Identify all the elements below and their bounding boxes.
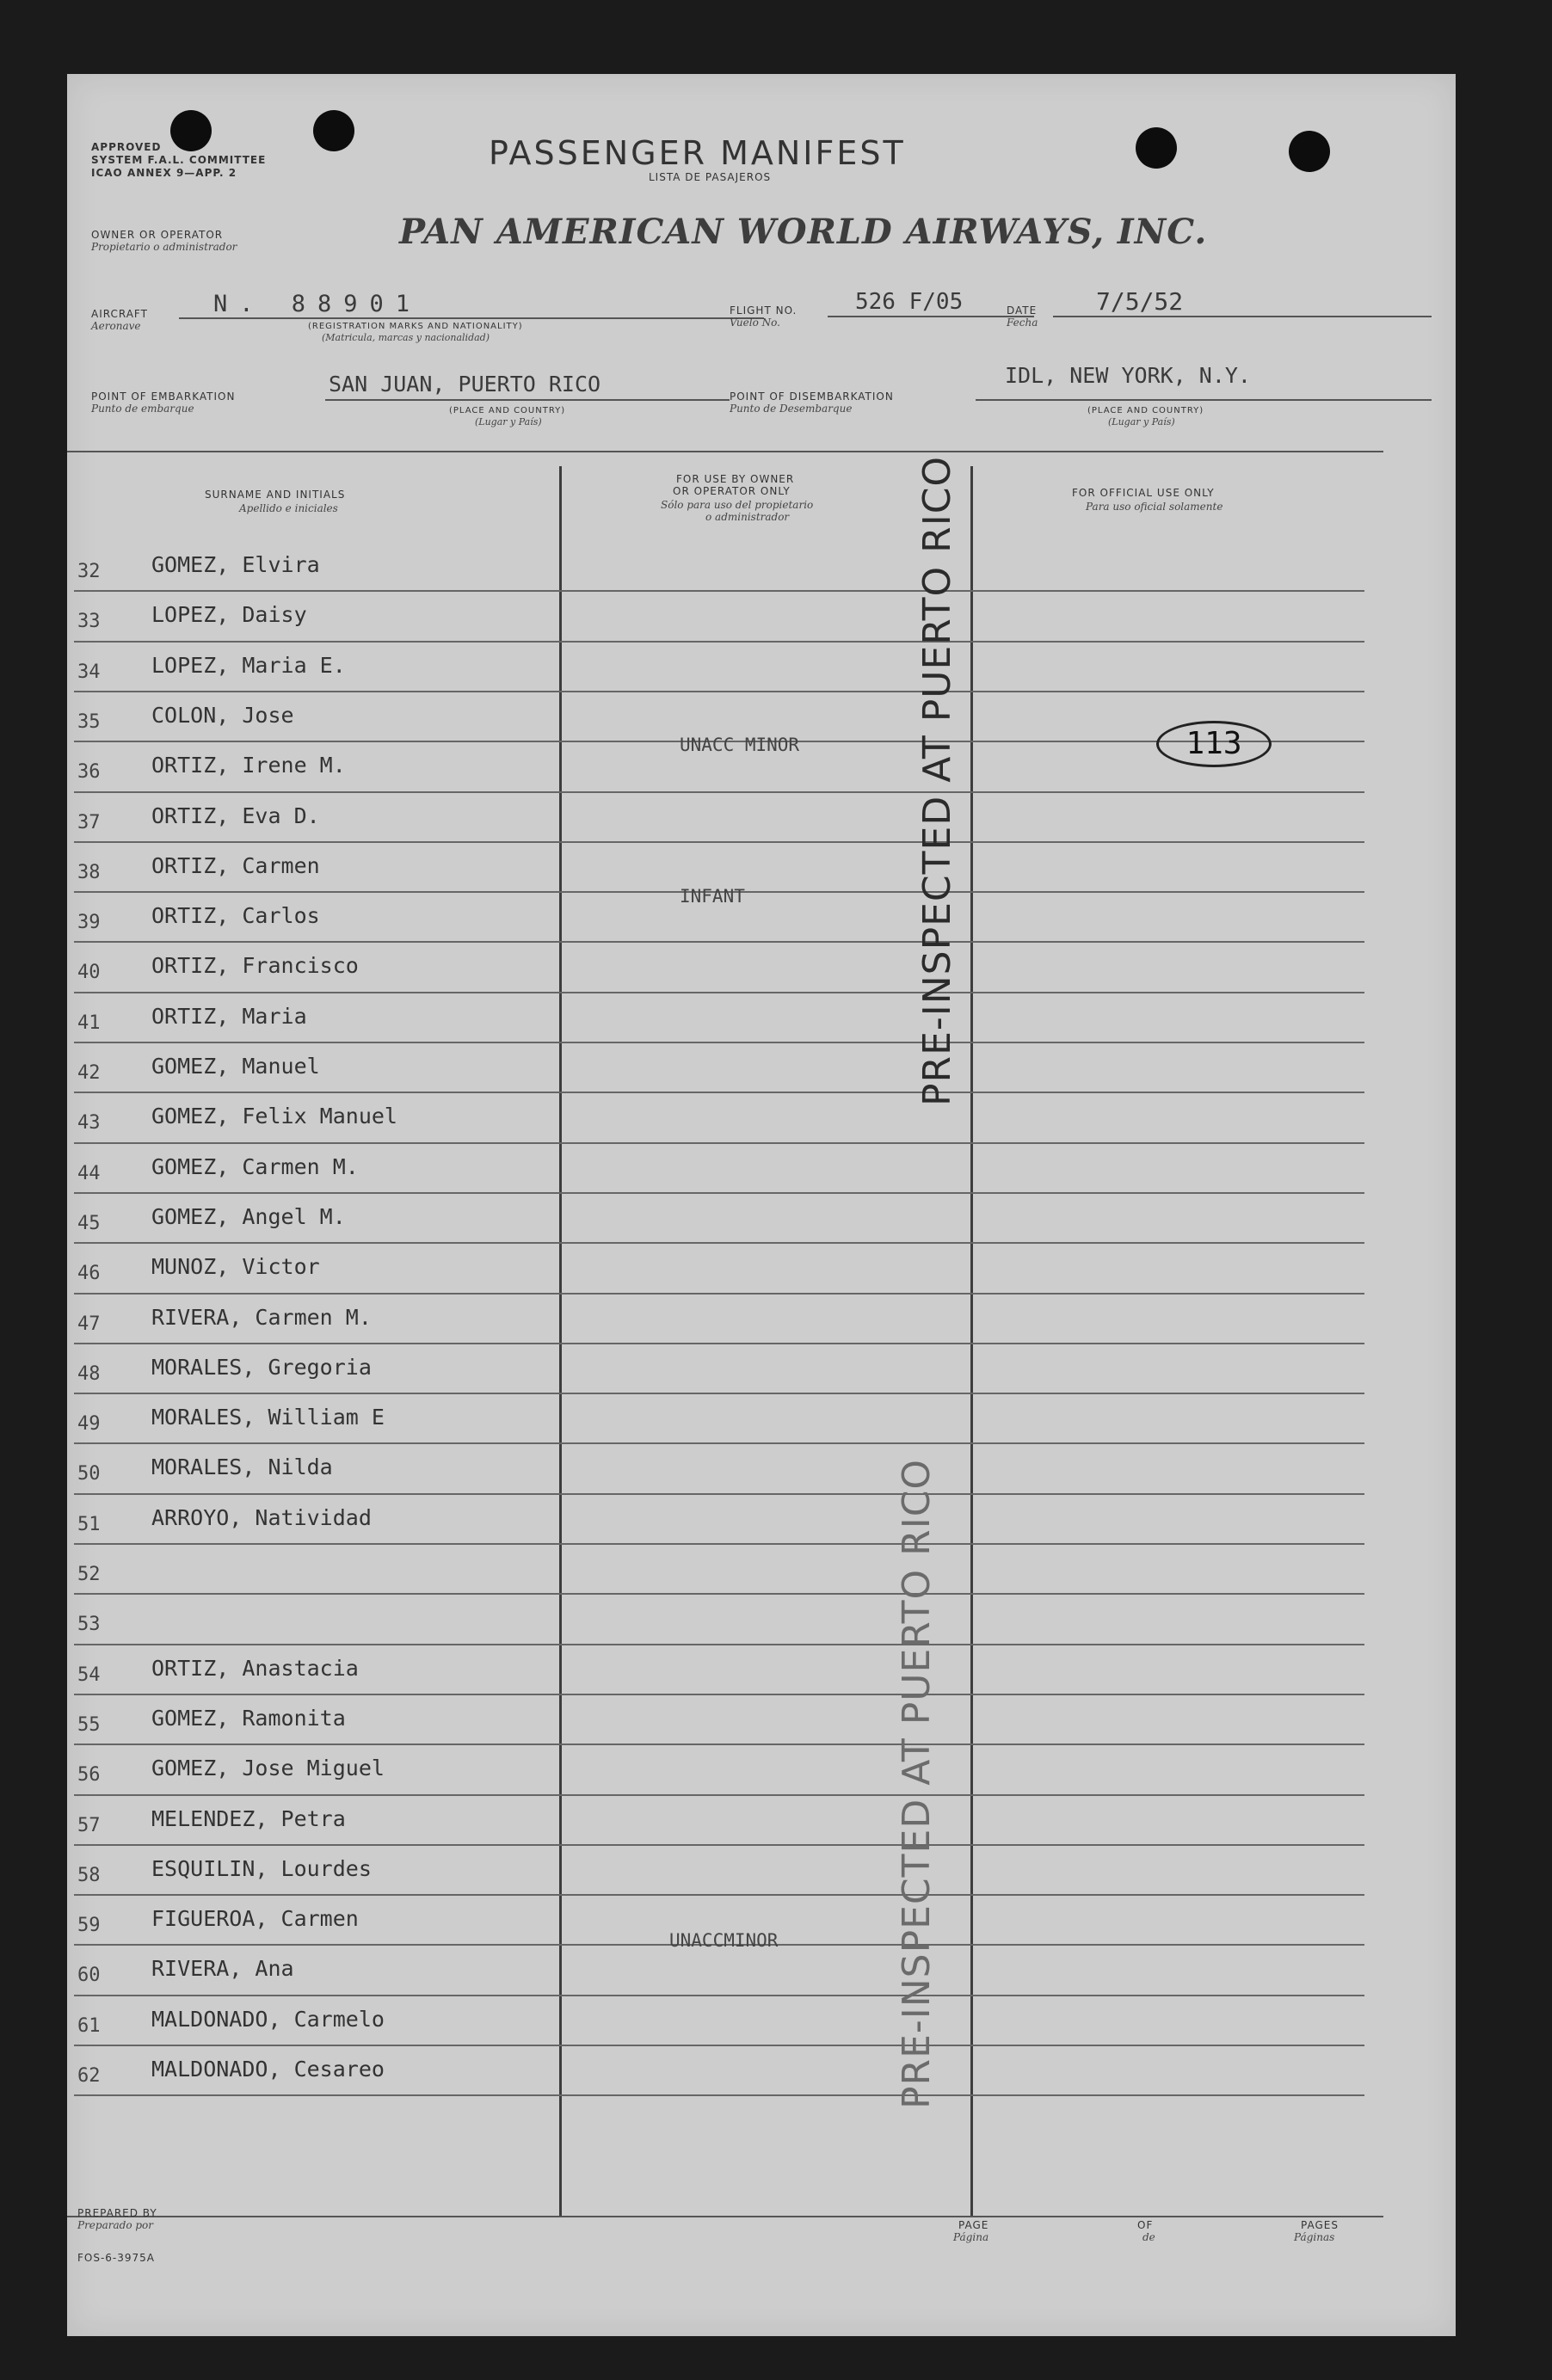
disembark-place-label-es: (Lugar y País) xyxy=(1108,416,1175,427)
col-surname-header: SURNAME AND INITIALS xyxy=(205,489,346,501)
row-number: 62 xyxy=(77,2065,101,2087)
row-rule xyxy=(74,992,1364,993)
row-number: 40 xyxy=(77,962,101,984)
row-rule xyxy=(74,1442,1364,1444)
row-rule xyxy=(74,1995,1364,1996)
passenger-name: GOMEZ, Manuel xyxy=(151,1054,320,1079)
row-rule xyxy=(74,1343,1364,1344)
page-label: PAGE xyxy=(958,2219,989,2231)
punch-hole-right-2 xyxy=(1289,131,1330,172)
form-number: FOS-6-3975A xyxy=(77,2252,156,2264)
row-number: 45 xyxy=(77,1212,101,1234)
passenger-name: GOMEZ, Ramonita xyxy=(151,1705,346,1731)
row-rule xyxy=(74,1192,1364,1194)
row-rule xyxy=(74,1092,1364,1093)
passenger-name: ESQUILIN, Lourdes xyxy=(151,1855,372,1881)
row-number: 54 xyxy=(77,1664,101,1686)
row-rule xyxy=(74,1743,1364,1745)
owner-label: OWNER OR OPERATOR xyxy=(91,229,224,241)
pages-label-es: Páginas xyxy=(1294,2231,1335,2243)
note-infant: INFANT xyxy=(680,886,745,907)
row-number: 41 xyxy=(77,1012,101,1034)
passenger-name: RIVERA, Carmen M. xyxy=(151,1304,372,1330)
row-number: 61 xyxy=(77,2014,101,2037)
passenger-name: GOMEZ, Elvira xyxy=(151,552,320,577)
pages-label: PAGES xyxy=(1301,2219,1339,2231)
row-rule xyxy=(74,1242,1364,1244)
aircraft-label: AIRCRAFT xyxy=(91,308,148,320)
row-number: 57 xyxy=(77,1814,101,1836)
row-rule xyxy=(74,1694,1364,1695)
flight-value: 526 F/05 xyxy=(855,289,964,315)
col-owner-header-es-2: o administrador xyxy=(705,511,790,523)
passenger-name: GOMEZ, Angel M. xyxy=(151,1203,346,1229)
of-label-es: de xyxy=(1142,2231,1155,2243)
col-owner-header-1: FOR USE BY OWNER xyxy=(676,473,795,485)
embark-underline xyxy=(325,399,730,401)
row-number: 35 xyxy=(77,710,101,733)
row-number: 52 xyxy=(77,1564,101,1585)
row-number: 47 xyxy=(77,1313,101,1335)
note-unacc-minor-2: UNACCMINOR xyxy=(669,1930,779,1951)
row-number: 36 xyxy=(77,761,101,784)
passenger-name: MALDONADO, Carmelo xyxy=(151,2006,385,2032)
flight-label-es: Vuelo No. xyxy=(730,317,780,329)
official-mark-oval: 113 xyxy=(1156,721,1272,767)
disembark-place-label: (PLACE AND COUNTRY) xyxy=(1087,406,1204,415)
row-rule xyxy=(74,2094,1364,2096)
column-divider-1 xyxy=(559,466,562,2216)
passenger-name: MORALES, Nilda xyxy=(151,1454,333,1480)
passenger-name: GOMEZ, Felix Manuel xyxy=(151,1104,397,1129)
embark-value: SAN JUAN, PUERTO RICO xyxy=(329,372,601,397)
owner-value: PAN AMERICAN WORLD AIRWAYS, INC. xyxy=(399,212,1208,252)
flight-underline xyxy=(828,316,1034,317)
row-number: 60 xyxy=(77,1965,101,1987)
manifest-sheet xyxy=(67,74,1456,2336)
preinspected-stamp-2: PRE-INSPECTED AT PUERTO RICO xyxy=(895,1458,939,2109)
passenger-name: MUNOZ, Victor xyxy=(151,1254,320,1280)
row-number: 49 xyxy=(77,1413,101,1436)
row-rule xyxy=(74,841,1364,843)
passenger-name: ARROYO, Natividad xyxy=(151,1504,372,1530)
col-owner-header-es-1: Sólo para uso del propietario xyxy=(661,499,814,511)
passenger-name: LOPEZ, Maria E. xyxy=(151,652,346,678)
passenger-name: COLON, Jose xyxy=(151,702,294,728)
page-title: PASSENGER MANIFEST xyxy=(489,134,906,172)
row-number: 42 xyxy=(77,1062,101,1084)
passenger-name: FIGUEROA, Carmen xyxy=(151,1906,359,1932)
row-number: 32 xyxy=(77,561,101,582)
passenger-name: ORTIZ, Carmen xyxy=(151,852,320,878)
aircraft-label-es: Aeronave xyxy=(91,320,141,332)
col-owner-header-2: OR OPERATOR ONLY xyxy=(673,485,791,497)
embark-label: POINT OF EMBARKATION xyxy=(91,391,236,403)
row-number: 33 xyxy=(77,611,101,633)
date-underline xyxy=(1053,316,1432,317)
date-value: 7/5/52 xyxy=(1096,287,1184,316)
row-rule xyxy=(74,1142,1364,1144)
row-number: 34 xyxy=(77,661,101,683)
passenger-name: LOPEZ, Daisy xyxy=(151,602,307,628)
passenger-name: GOMEZ, Jose Miguel xyxy=(151,1756,385,1781)
row-rule xyxy=(74,1493,1364,1495)
passenger-name: ORTIZ, Maria xyxy=(151,1003,307,1029)
row-rule xyxy=(74,1844,1364,1846)
row-rule xyxy=(74,2045,1364,2046)
col-official-header: FOR OFFICIAL USE ONLY xyxy=(1072,487,1215,499)
col-surname-header-es: Apellido e iniciales xyxy=(239,502,338,514)
page-subtitle: LISTA DE PASAJEROS xyxy=(649,171,772,183)
col-official-header-es: Para uso oficial solamente xyxy=(1086,501,1223,513)
registration-label: (REGISTRATION MARKS AND NATIONALITY) xyxy=(308,322,523,331)
row-number: 50 xyxy=(77,1463,101,1485)
row-rule xyxy=(74,1644,1364,1645)
row-rule xyxy=(74,1894,1364,1896)
row-rule xyxy=(74,1794,1364,1796)
row-number: 51 xyxy=(77,1513,101,1535)
row-rule xyxy=(74,1293,1364,1295)
of-label: OF xyxy=(1137,2219,1154,2231)
owner-label-es: Propietario o administrador xyxy=(91,241,237,253)
embark-place-label: (PLACE AND COUNTRY) xyxy=(449,406,566,415)
passenger-name: GOMEZ, Carmen M. xyxy=(151,1153,359,1179)
embark-label-es: Punto de embarque xyxy=(91,403,194,415)
row-number: 58 xyxy=(77,1864,101,1886)
note-unacc-minor-1: UNACC MINOR xyxy=(680,735,800,755)
row-number: 53 xyxy=(77,1614,101,1636)
row-number: 44 xyxy=(77,1162,101,1184)
row-number: 55 xyxy=(77,1713,101,1736)
preinspected-stamp-1: PRE-INSPECTED AT PUERTO RICO xyxy=(915,455,959,1106)
row-number: 48 xyxy=(77,1362,101,1385)
passenger-name: ORTIZ, Eva D. xyxy=(151,803,320,828)
row-rule xyxy=(74,641,1364,643)
row-number: 43 xyxy=(77,1112,101,1135)
disembark-underline xyxy=(976,399,1432,401)
column-divider-2 xyxy=(970,466,973,2216)
row-rule xyxy=(74,791,1364,793)
passenger-name: ORTIZ, Francisco xyxy=(151,953,359,979)
date-label: DATE xyxy=(1007,304,1038,317)
passenger-name: ORTIZ, Irene M. xyxy=(151,753,346,778)
row-rule xyxy=(74,1042,1364,1043)
passenger-name: MORALES, Gregoria xyxy=(151,1354,372,1380)
row-rule xyxy=(74,1593,1364,1595)
row-rule xyxy=(74,1393,1364,1394)
date-label-es: Fecha xyxy=(1007,317,1038,329)
row-rule xyxy=(74,691,1364,692)
flight-label: FLIGHT NO. xyxy=(730,304,798,317)
passenger-name: MORALES, William E xyxy=(151,1405,385,1430)
row-number: 37 xyxy=(77,811,101,833)
punch-hole-left-2 xyxy=(313,110,354,151)
row-number: 56 xyxy=(77,1764,101,1787)
prepared-by-label: PREPARED BY xyxy=(77,2207,157,2219)
passenger-name: MALDONADO, Cesareo xyxy=(151,2057,385,2082)
row-number: 38 xyxy=(77,861,101,883)
punch-hole-left-1 xyxy=(170,110,212,151)
disembark-label-es: Punto de Desembarque xyxy=(730,403,853,415)
row-number: 59 xyxy=(77,1915,101,1937)
passenger-name: MELENDEZ, Petra xyxy=(151,1805,346,1831)
embark-place-label-es: (Lugar y País) xyxy=(475,416,542,427)
row-rule xyxy=(74,941,1364,943)
row-rule xyxy=(74,590,1364,592)
page-label-es: Página xyxy=(953,2231,989,2243)
committee-text: SYSTEM F.A.L. COMMITTEE xyxy=(91,154,267,166)
registration-label-es: (Matricula, marcas y nacionalidad) xyxy=(322,332,490,343)
passenger-name: ORTIZ, Anastacia xyxy=(151,1655,359,1681)
passenger-name: ORTIZ, Carlos xyxy=(151,903,320,929)
row-number: 46 xyxy=(77,1263,101,1285)
disembark-label: POINT OF DISEMBARKATION xyxy=(730,391,894,403)
row-number: 39 xyxy=(77,912,101,934)
punch-hole-right-1 xyxy=(1136,127,1177,169)
column-header-top-rule xyxy=(67,451,1383,452)
passenger-name: RIVERA, Ana xyxy=(151,1956,294,1982)
annex-text: ICAO ANNEX 9—APP. 2 xyxy=(91,167,237,179)
disembark-value: IDL, NEW YORK, N.Y. xyxy=(1005,363,1251,388)
approved-text: APPROVED xyxy=(91,141,162,153)
aircraft-value: N. 88901 xyxy=(213,291,422,317)
prepared-by-label-es: Preparado por xyxy=(77,2219,154,2231)
footer-rule xyxy=(67,2216,1383,2217)
aircraft-underline xyxy=(179,317,764,319)
row-rule xyxy=(74,1543,1364,1545)
